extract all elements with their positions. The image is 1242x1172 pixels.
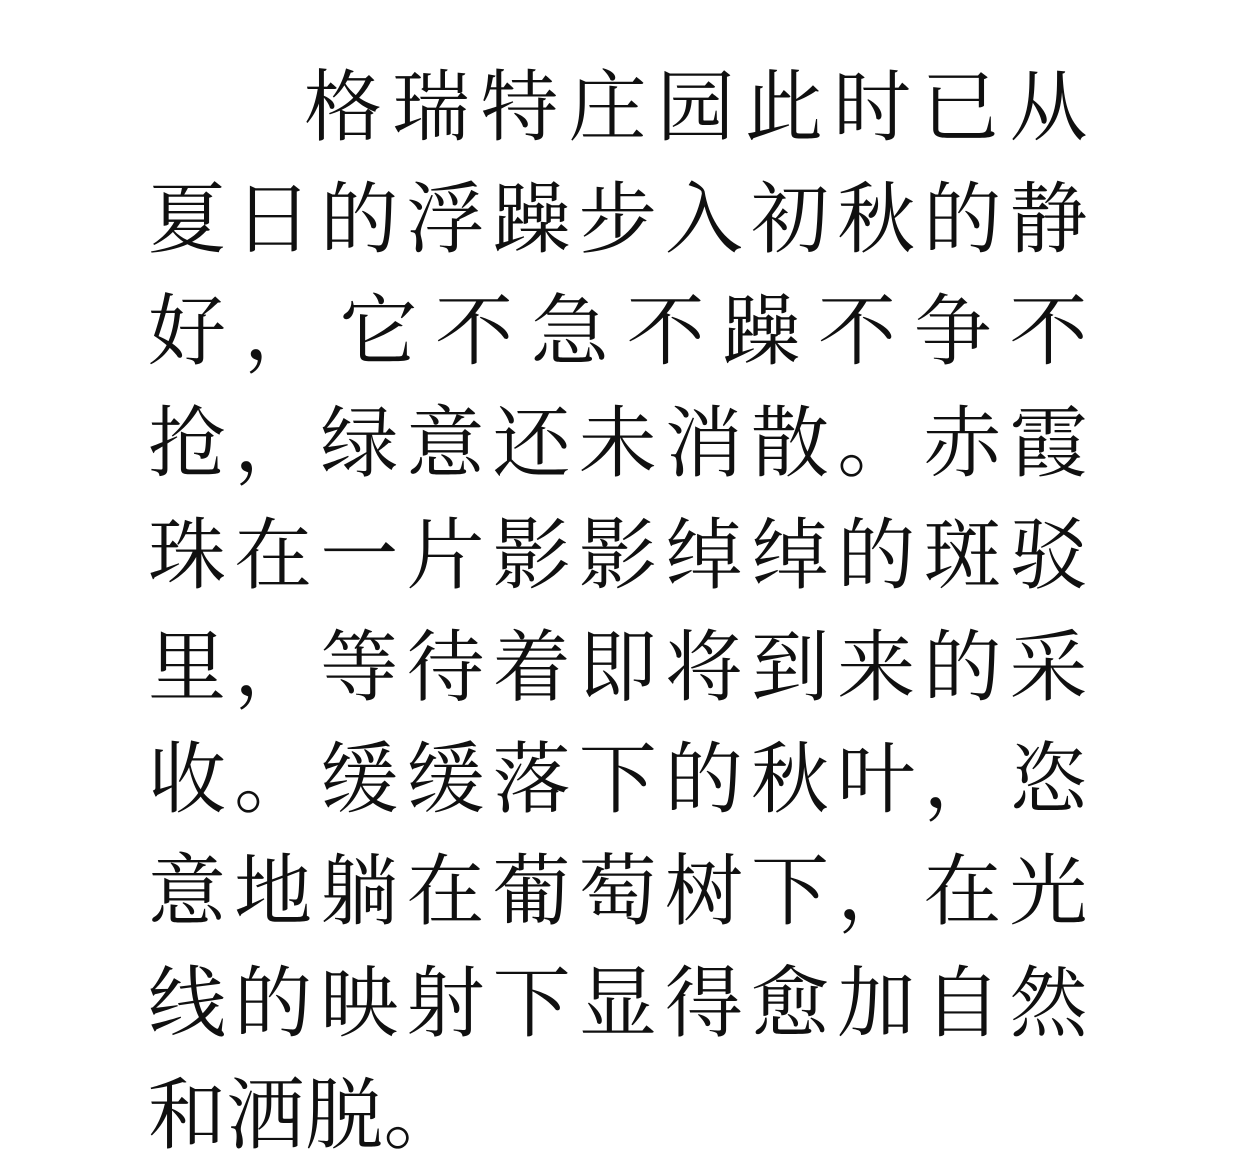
- paragraph-text: 格瑞特庄园此时已从夏日的浮躁步入初秋的静好，它不急不躁不争不抢，绿意还未消散。赤霞珠在一片影影绰绰的斑驳里，等待着即将到来的采收。缓缓落下的秋叶，恣意地躺在葡萄树下，在光线的映射下显得愈加自然和洒脱。: [148, 63, 1088, 1161]
- body-text-block: [148, 52, 1088, 1172]
